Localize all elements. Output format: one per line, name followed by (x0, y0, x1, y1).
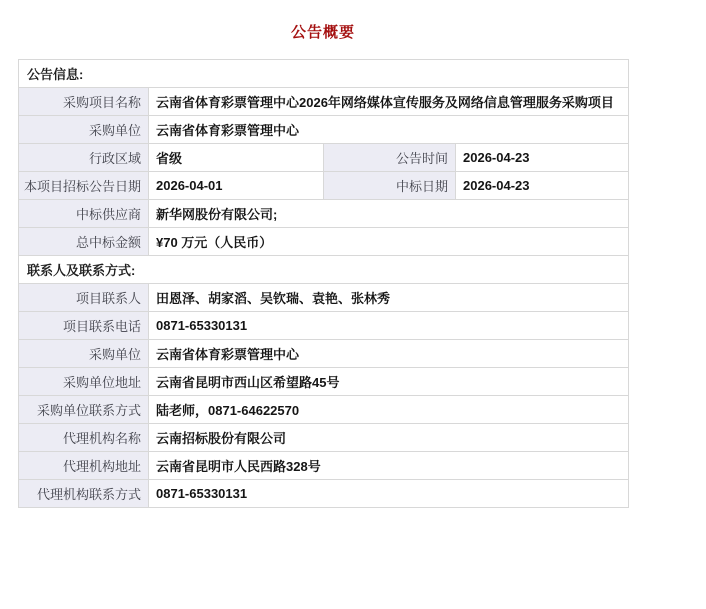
table-row (19, 228, 629, 256)
value-winning-supplier: 新华网股份有限公司; (149, 200, 629, 228)
value-tender-notice-date: 2026-04-01 (149, 172, 324, 200)
table-row (19, 88, 629, 116)
table-row (19, 368, 629, 396)
value-agency-address: 云南省昆明市人民西路328号 (149, 452, 629, 480)
value-agency-phone: 0871-65330131 (149, 480, 629, 508)
label-project-phone: 项目联系电话 (19, 312, 149, 340)
value-purchaser-address: 云南省昆明市西山区希望路45号 (149, 368, 629, 396)
label-agency-phone: 代理机构联系方式 (19, 480, 149, 508)
section-header-announcement-info: 公告信息: (19, 60, 629, 88)
table-row (19, 172, 629, 200)
value-admin-region: 省级 (149, 144, 324, 172)
value-purchaser-name: 云南省体育彩票管理中心 (149, 340, 629, 368)
table-row (19, 116, 629, 144)
section-header-row-contact (19, 256, 629, 284)
label-purchaser-name: 采购单位 (19, 340, 149, 368)
table-row (19, 200, 629, 228)
value-announce-time: 2026-04-23 (456, 144, 629, 172)
value-purchaser-phone: 陆老师，0871-64622570 (149, 396, 629, 424)
label-agency-address: 代理机构地址 (19, 452, 149, 480)
label-winning-supplier: 中标供应商 (19, 200, 149, 228)
label-project-contact: 项目联系人 (19, 284, 149, 312)
page-container (18, 0, 628, 508)
value-project-phone: 0871-65330131 (149, 312, 629, 340)
section-header-contact-info: 联系人及联系方式: (19, 256, 629, 284)
label-announce-time: 公告时间 (324, 144, 456, 172)
table-row (19, 144, 629, 172)
table-row (19, 424, 629, 452)
label-admin-region: 行政区域 (19, 144, 149, 172)
label-total-award-amount: 总中标金额 (19, 228, 149, 256)
table-row (19, 340, 629, 368)
section-header-row-info (19, 60, 629, 88)
label-agency-name: 代理机构名称 (19, 424, 149, 452)
value-agency-name: 云南招标股份有限公司 (149, 424, 629, 452)
table-row (19, 396, 629, 424)
page-title: 公告概要 (290, 24, 355, 41)
announcement-summary-table (18, 59, 629, 508)
table-row (19, 312, 629, 340)
value-purchasing-unit: 云南省体育彩票管理中心 (149, 116, 629, 144)
value-project-name: 云南省体育彩票管理中心2026年网络媒体宣传服务及网络信息管理服务采购项目 (149, 88, 629, 116)
table-row (19, 480, 629, 508)
label-tender-notice-date: 本项目招标公告日期 (19, 172, 149, 200)
value-project-contact: 田恩泽、胡家滔、吴钦瑞、袁艳、张林秀 (149, 284, 629, 312)
label-project-name: 采购项目名称 (19, 88, 149, 116)
value-award-date: 2026-04-23 (456, 172, 629, 200)
value-total-award-amount: ¥70 万元（人民币） (149, 228, 629, 256)
label-purchasing-unit: 采购单位 (19, 116, 149, 144)
table-row (19, 452, 629, 480)
table-row (19, 284, 629, 312)
label-purchaser-address: 采购单位地址 (19, 368, 149, 396)
label-award-date: 中标日期 (324, 172, 456, 200)
label-purchaser-phone: 采购单位联系方式 (19, 396, 149, 424)
